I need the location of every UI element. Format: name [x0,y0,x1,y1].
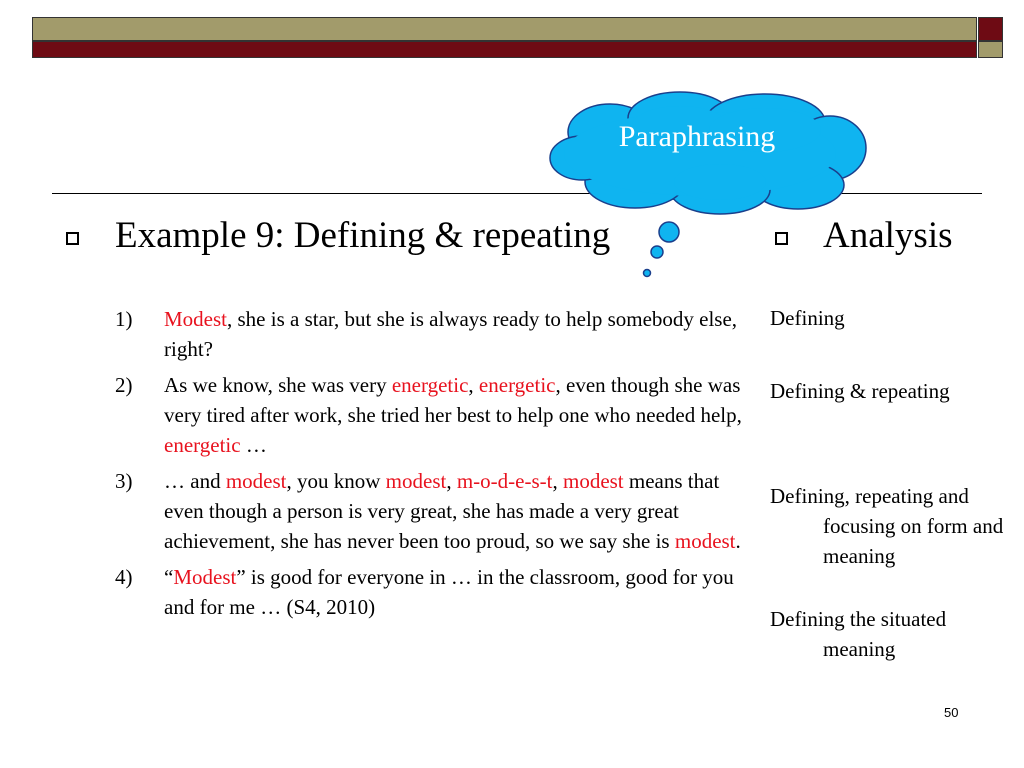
list-item [110,562,750,622]
right-heading: Analysis [823,215,953,256]
text-segment: , [552,469,563,493]
analysis-item-4 [770,604,1020,664]
text-segment: , she is a star, but she is always ready to help somebody else, right? [164,307,738,361]
highlighted-term: modest [674,529,736,553]
left-heading: Example 9: Defining & repeating [115,215,611,256]
analysis-item-2 [770,376,1020,406]
highlighted-term: Modest [164,307,227,331]
list-number: 3) [115,469,133,493]
list-item [110,370,750,460]
thought-bubbles [640,218,685,280]
text-segment: . [735,529,741,553]
list-item [110,466,750,556]
text-segment: “ [164,565,174,589]
thought-cloud [540,90,870,218]
right-bullet [775,232,788,245]
header-square-olive [978,41,1003,58]
analysis-line-indent: meaning [823,637,896,661]
header-bar-olive [32,17,977,41]
page-number: 50 [944,705,959,720]
highlighted-term: energetic [478,373,556,397]
analysis-line: Defining the situated [770,607,947,631]
analysis-line: Defining & repeating [770,379,950,403]
list-number: 1) [115,307,133,331]
text-segment: means that even though a person is very great, she has made a very great achievement, she has never been too proud, so we say she is [164,469,720,553]
text-segment: , even though she was very tired after work, she tried her best to help one who needed help, [164,373,742,427]
list-item [110,304,750,364]
analysis-line: Defining [770,306,845,330]
highlighted-term: modest [562,469,624,493]
highlighted-term: Modest [173,565,237,589]
text-segment: … [240,433,267,457]
text-segment: , [446,469,457,493]
highlighted-term: energetic [164,433,241,457]
highlighted-term: m-o-d-e-s-t [456,469,553,493]
highlighted-term: energetic [391,373,469,397]
list-number: 2) [115,373,133,397]
highlighted-term: modest [225,469,287,493]
left-bullet [66,232,79,245]
text-segment: , [468,373,479,397]
analysis-line: Defining, repeating and [770,484,969,508]
highlighted-term: modest [385,469,447,493]
analysis-item-3 [770,481,1020,571]
header-bar-maroon [32,41,977,58]
text-segment: , you know [286,469,386,493]
cloud-label: Paraphrasing [618,120,776,153]
text-segment: … and [164,469,226,493]
text-segment: As we know, she was very [164,373,392,397]
analysis-line-indent: focusing on form and meaning [823,514,1004,568]
example-list [110,304,750,628]
list-number: 4) [115,565,133,589]
text-segment: ” is good for everyone in … in the classroom, good for you and for me … (S4, 2010) [164,565,734,619]
header-square-maroon [978,17,1003,41]
analysis-item-1 [770,303,1020,333]
